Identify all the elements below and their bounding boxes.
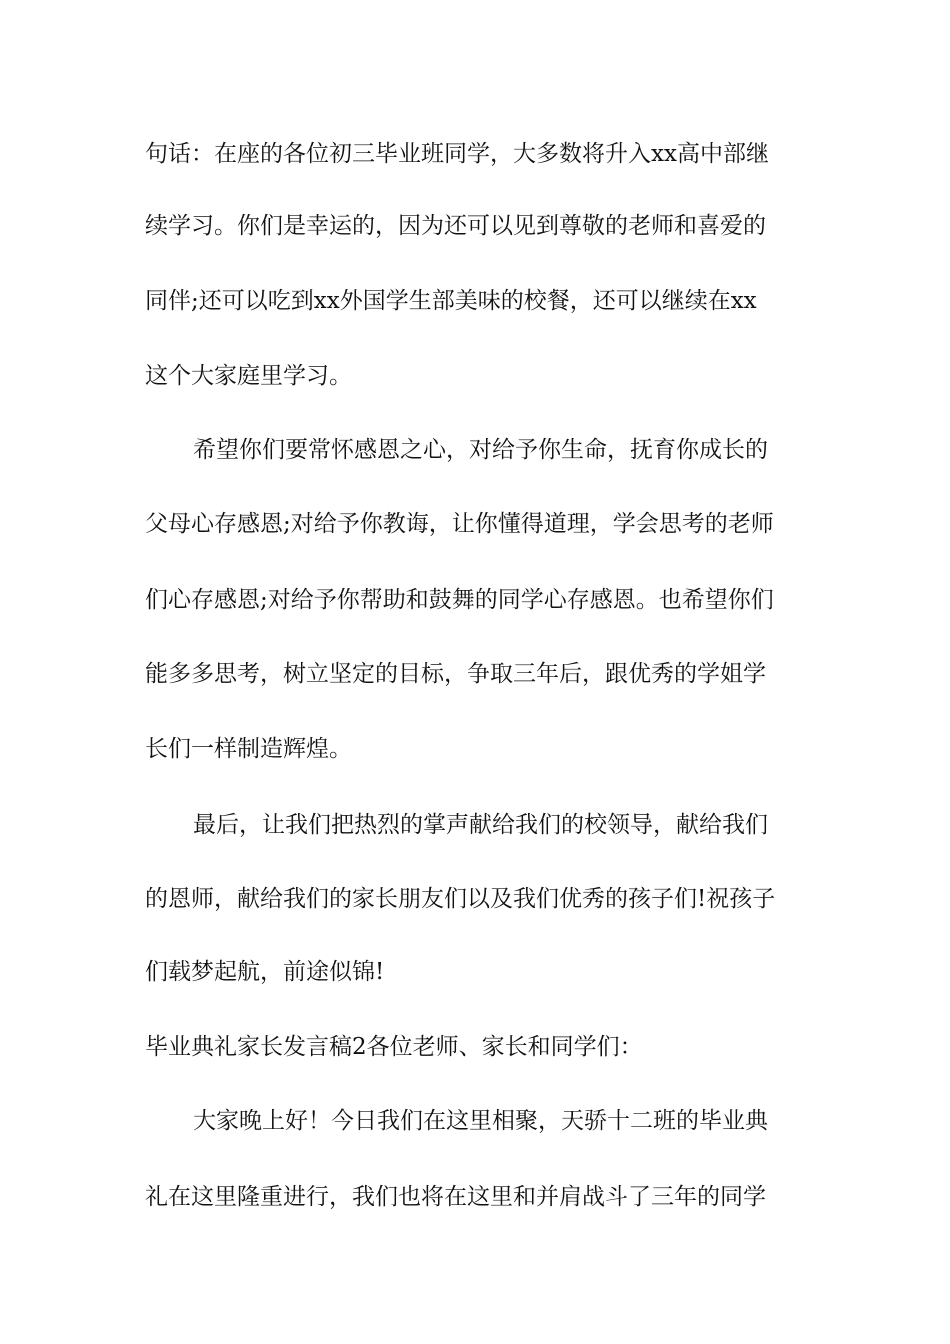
text-line: 这个大家庭里学习。: [145, 363, 352, 389]
text-line: 们载梦起航，前途似锦!: [145, 959, 385, 985]
text-line: 父母心存感恩;对给予你教诲，让你懂得道理，学会思考的老师: [145, 511, 774, 537]
text-line: 同伴;还可以吃到xx外国学生部美味的校餐，还可以继续在xx: [145, 288, 757, 314]
paragraph-start-line: 大家晚上好！今日我们在这里相聚，天骄十二班的毕业典: [193, 1108, 768, 1134]
text-line: 长们一样制造辉煌。: [145, 736, 352, 762]
paragraph-start-line: 希望你们要常怀感恩之心，对给予你生命，抚育你成长的: [193, 437, 768, 463]
text-line: 的恩师，献给我们的家长朋友们以及我们优秀的孩子们!祝孩子: [145, 886, 776, 912]
text-line: 续学习。你们是幸运的，因为还可以见到尊敬的老师和喜爱的: [145, 213, 766, 239]
text-line: 礼在这里隆重进行，我们也将在这里和并肩战斗了三年的同学: [145, 1184, 766, 1210]
text-line: 能多多思考，树立坚定的目标，争取三年后，跟优秀的学姐学: [145, 661, 766, 687]
text-line: 句话：在座的各位初三毕业班同学，大多数将升入xx高中部继: [145, 141, 769, 167]
section-heading: 毕业典礼家长发言稿2各位老师、家长和同学们：: [145, 1034, 643, 1060]
paragraph-start-line: 最后，让我们把热烈的掌声献给我们的校领导，献给我们: [193, 812, 768, 838]
text-line: 们心存感恩;对给予你帮助和鼓舞的同学心存感恩。也希望你们: [145, 587, 774, 613]
